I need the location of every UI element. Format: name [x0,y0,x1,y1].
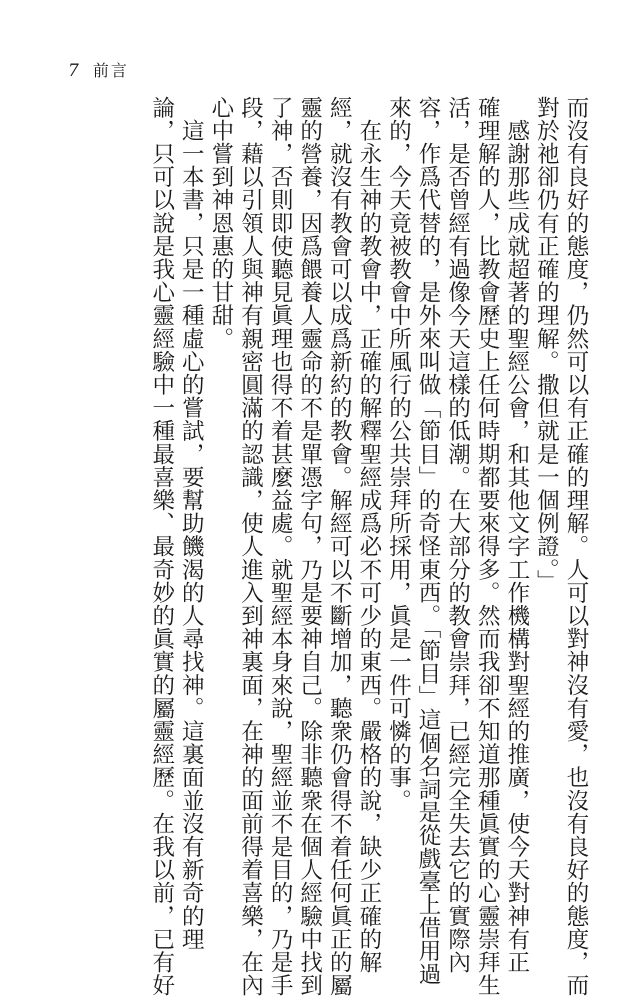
text-column: 來的，今天竟被教會中所風行的公共崇拜所採用，眞是一件可憐的事。 [385,96,412,813]
text-column: 心中嘗到神恩惠的甘甜。 [207,96,234,351]
page-number: 7 [68,61,79,81]
text-column: 了神，否則即使聽見眞理也得不着甚麼益處。就聖經本身來說，聖經並不是目的，乃是手 [267,96,294,997]
running-head: 前言 [92,61,129,80]
text-column: 容，作爲代替的，是外來叫做「節目」的奇怪東西。「節目」這個名詞是從戲臺上借用過 [415,96,442,986]
body-text [146,96,590,997]
text-column: 這一本書，只是一種虛心的嘗試，要幫助饑渴的人尋找神。這裏面並沒有新奇的理 [178,96,205,951]
text-column: 活，是否曾經有過像今天這樣的低潮。在大部分的教會崇拜，已經完全失去它的實際內 [444,96,471,974]
text-column: 靈的營養，因爲餵養人靈命的不是單憑字句，乃是要神自己。除非聽衆在個人經驗中找到 [296,96,323,997]
page-header [68,58,129,81]
text-column: 感謝那些成就超著的聖經公會，和其他文字工作機構對聖經的推廣，使今天對神有正 [503,96,530,974]
text-column: 經，就沒有教會可以成爲新約的教會。解經可以不斷增加，聽衆仍會得不着任何眞正的屬 [326,96,353,997]
text-column: 段，藉以引領人與神有親密圓滿的認識，使人進入到神裏面，在神的面前得着喜樂，在內 [237,96,264,997]
text-column: 在永生神的教會中，正確的解釋聖經成爲必不可少的東西。嚴格的說，缺少正確的解 [355,96,382,974]
text-column: 對於祂卻仍有正確的理解。撒但就是一個例證。」 [533,96,560,593]
text-column: 而沒有良好的態度，仍然可以有正確的理解。人可以對神沒有愛，也沒有良好的態度，而 [563,96,589,997]
text-column: 論，只可以說是我心靈經驗中一種最喜樂、最奇妙的眞實的屬靈經歷。在我以前，已有好 [148,96,175,997]
text-column: 確理解的人，比教會歷史上任何時期都要來得多。然而我卻不知道那種眞實的心靈崇拜生 [474,96,501,997]
